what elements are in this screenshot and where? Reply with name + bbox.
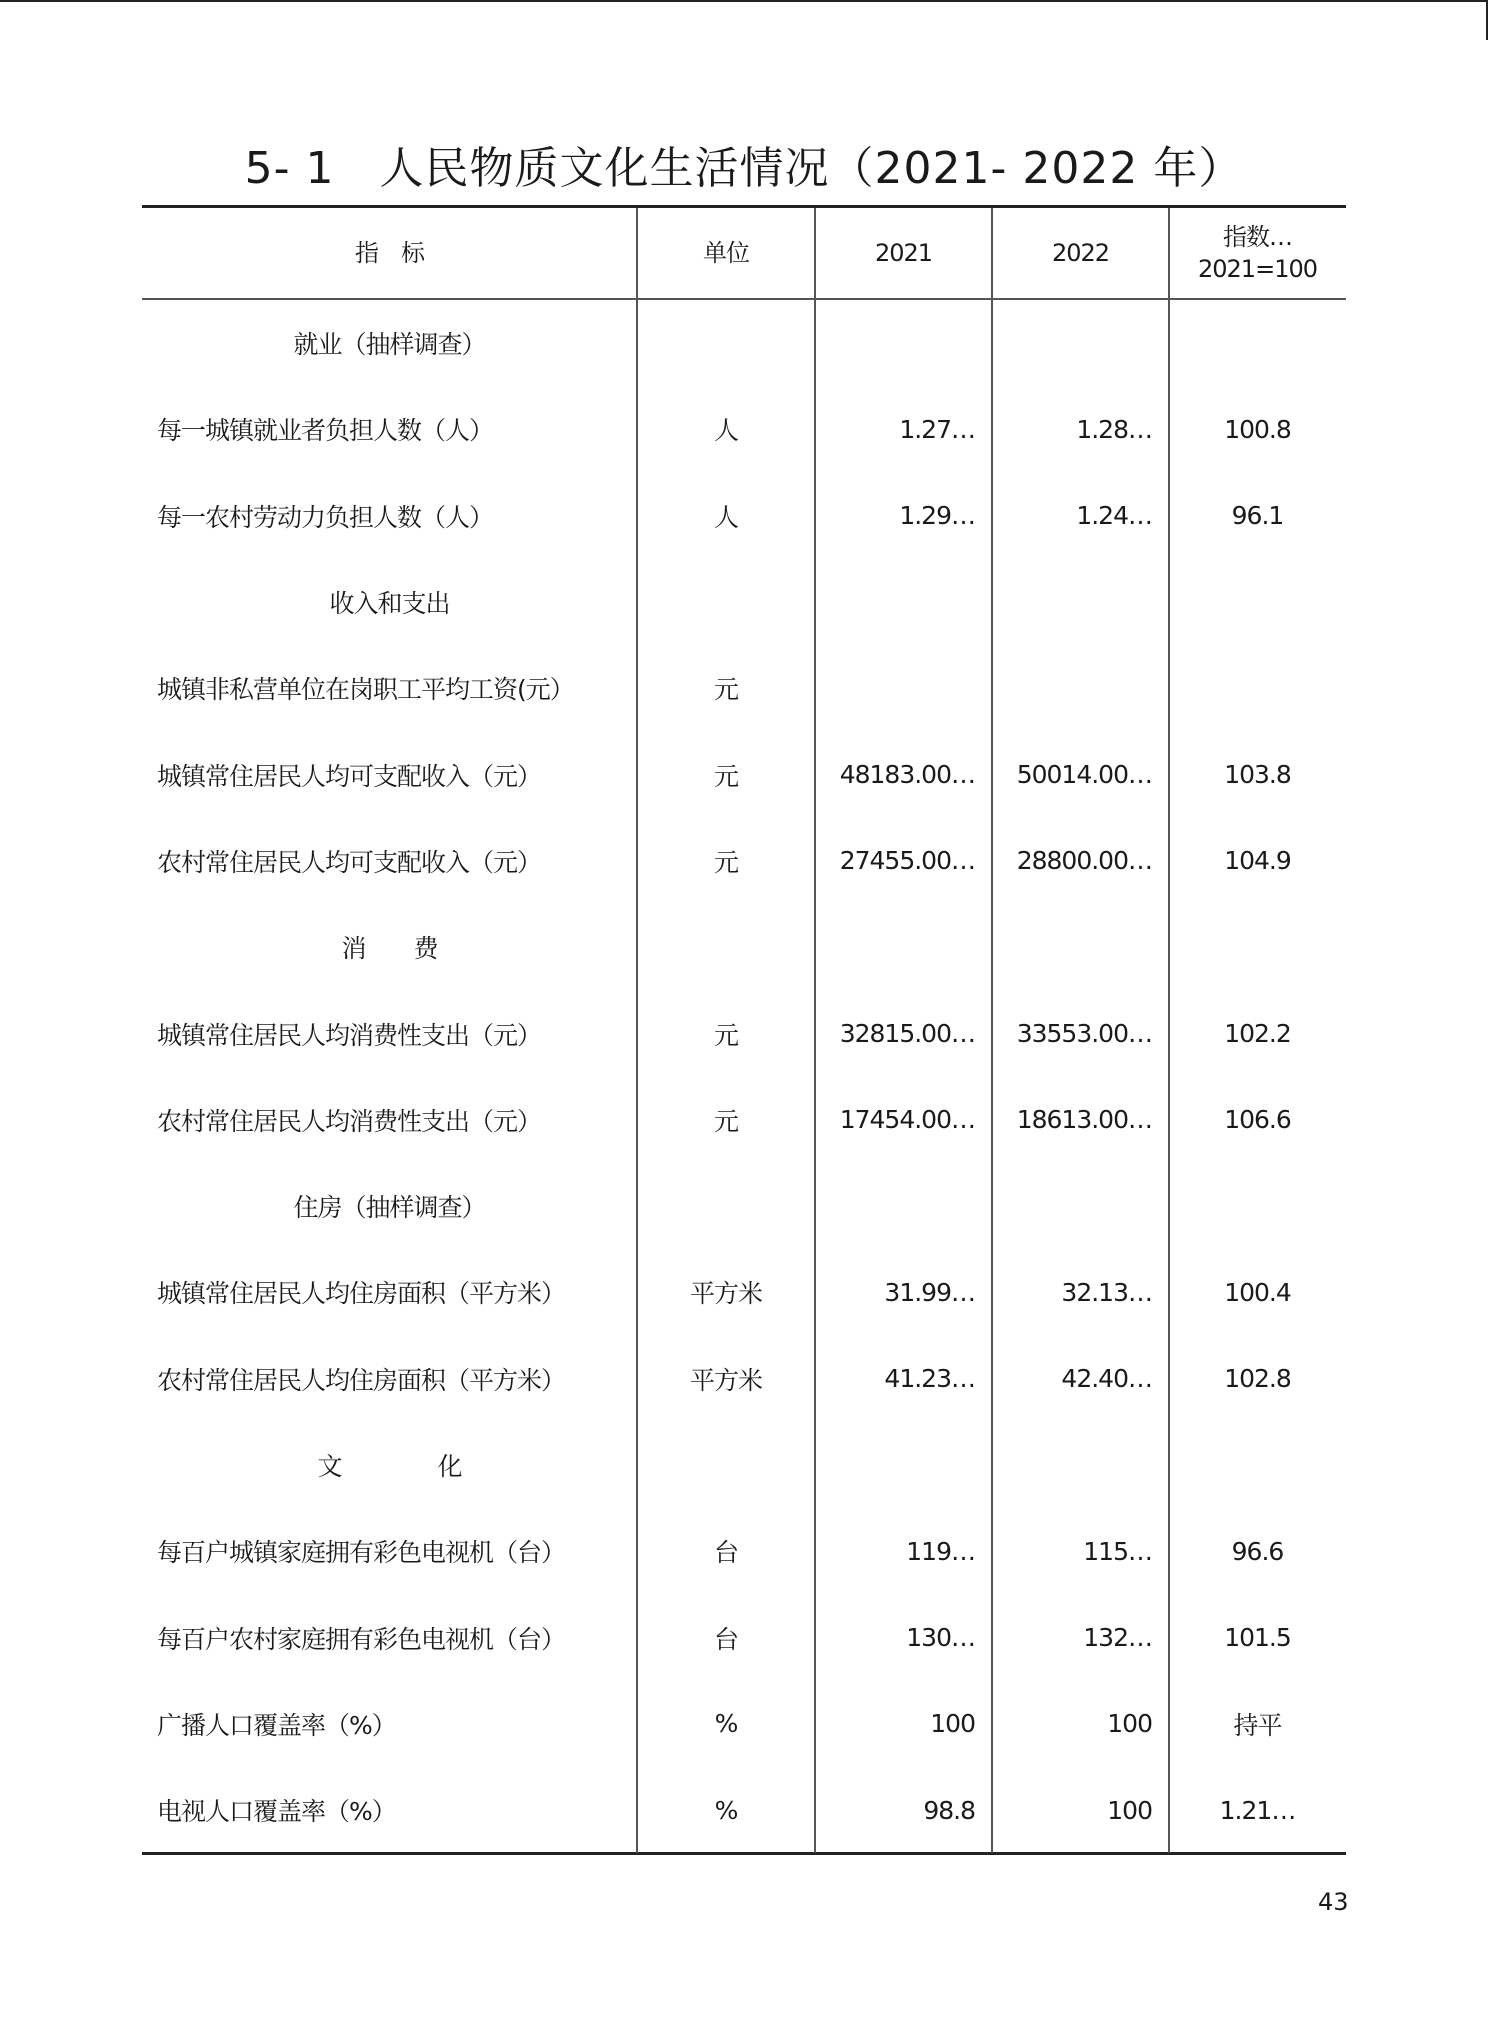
value-2022: 50014.00… [1016, 760, 1152, 790]
value-2022: 32.13… [1061, 1277, 1152, 1307]
indicator-name: 每一城镇就业者负担人数（人） [157, 416, 494, 446]
index-cell [1169, 645, 1346, 731]
value-2021: 31.99… [884, 1277, 975, 1307]
indicator-name: 城镇常住居民人均消费性支出（元） [157, 1020, 542, 1050]
value-2022: 28800.00… [1016, 846, 1152, 876]
table-row [142, 473, 1346, 559]
index-cell: 102.2 [1224, 1019, 1291, 1049]
page-title: 5- 1 人民物质文化生活情况（2021- 2022 年） [244, 143, 1244, 194]
index-cell: 96.1 [1231, 501, 1284, 531]
table-row [142, 1681, 1346, 1767]
page-border-top [0, 0, 1488, 2]
value-2021: 32815.00… [839, 1019, 975, 1049]
unit-cell: 台 [713, 1538, 738, 1568]
value-2022: 1.24… [1076, 501, 1152, 531]
header-index: 指数… 2021=100 [1198, 223, 1317, 283]
unit-cell: 元 [713, 1106, 738, 1136]
value-2021: 130… [906, 1623, 975, 1653]
section-row [142, 1422, 1346, 1508]
value-2021: 27455.00… [839, 846, 975, 876]
index-cell: 1.21… [1219, 1795, 1296, 1825]
value-2022: 100 [1107, 1709, 1152, 1739]
indicator-name: 广播人口覆盖率（%） [157, 1710, 396, 1740]
unit-cell: % [714, 1709, 738, 1739]
indicator-name: 每百户农村家庭拥有彩色电视机（台） [157, 1624, 566, 1654]
section-row [142, 1163, 1346, 1249]
indicator-name: 城镇常住居民人均住房面积（平方米） [157, 1279, 566, 1309]
table-row [142, 645, 1346, 731]
index-cell: 102.8 [1224, 1364, 1291, 1394]
value-2022 [992, 645, 1169, 731]
index-cell: 100.8 [1224, 414, 1291, 444]
indicator-name: 农村常住居民人均住房面积（平方米） [157, 1365, 566, 1395]
value-2021: 48183.00… [839, 760, 975, 790]
value-2022: 132… [1083, 1623, 1152, 1653]
value-2022: 1.28… [1076, 414, 1152, 444]
table-row [142, 732, 1346, 818]
index-cell: 104.9 [1224, 846, 1291, 876]
value-2021: 41.23… [884, 1364, 975, 1394]
table-row [142, 818, 1346, 904]
unit-cell: 元 [713, 675, 738, 705]
section-row [142, 300, 1346, 386]
section-row [142, 559, 1346, 645]
value-2021: 98.8 [923, 1795, 975, 1825]
table-row [142, 386, 1346, 472]
index-cell: 100.4 [1224, 1277, 1291, 1307]
unit-cell: 人 [713, 416, 738, 446]
header-2022: 2022 [1051, 239, 1110, 267]
indicator-name: 城镇非私营单位在岗职工平均工资(元） [157, 675, 574, 705]
value-2022: 100 [1107, 1795, 1152, 1825]
unit-cell: 元 [713, 761, 738, 791]
unit-cell: 平方米 [689, 1365, 762, 1395]
table-row [142, 990, 1346, 1076]
value-2021: 17454.00… [839, 1105, 975, 1135]
unit-cell: 台 [713, 1624, 738, 1654]
index-cell: 96.6 [1231, 1536, 1284, 1566]
table-row [142, 1595, 1346, 1681]
unit-cell: 元 [713, 1020, 738, 1050]
unit-cell: 元 [713, 847, 738, 877]
section-title: 就业（抽样调查） [293, 330, 486, 360]
index-cell: 106.6 [1224, 1105, 1291, 1135]
index-cell: 101.5 [1224, 1623, 1291, 1653]
value-2021 [815, 645, 992, 731]
header-indicator: 指 标 [355, 239, 424, 267]
value-2022: 33553.00… [1016, 1019, 1152, 1049]
indicator-name: 农村常住居民人均消费性支出（元） [157, 1106, 542, 1136]
unit-cell: 平方米 [689, 1279, 762, 1309]
value-2021: 119… [906, 1536, 975, 1566]
index-cell: 103.8 [1224, 760, 1291, 790]
value-2022: 115… [1083, 1536, 1152, 1566]
section-title: 消 费 [341, 934, 438, 964]
indicator-name: 每百户城镇家庭拥有彩色电视机（台） [157, 1538, 566, 1568]
header-unit: 单位 [703, 239, 749, 267]
table-row [142, 1336, 1346, 1422]
header-2021: 2021 [874, 239, 933, 267]
table-row [142, 1767, 1346, 1853]
section-title: 住房（抽样调查） [293, 1193, 486, 1223]
value-2021: 100 [930, 1709, 975, 1739]
section-row [142, 904, 1346, 990]
table-row [142, 1249, 1346, 1335]
section-title: 收入和支出 [329, 589, 450, 619]
index-cell: 持平 [1233, 1710, 1282, 1740]
indicator-name: 电视人口覆盖率（%） [157, 1797, 396, 1827]
indicator-name: 农村常住居民人均可支配收入（元） [157, 847, 542, 877]
table-row [142, 1508, 1346, 1594]
unit-cell: 人 [713, 502, 738, 532]
value-2021: 1.29… [899, 501, 975, 531]
value-2021: 1.27… [899, 414, 975, 444]
indicator-name: 城镇常住居民人均可支配收入（元） [157, 761, 542, 791]
indicator-name: 每一农村劳动力负担人数（人） [157, 502, 494, 532]
unit-cell: % [714, 1795, 738, 1825]
section-title: 文 化 [317, 1452, 462, 1482]
value-2022: 42.40… [1061, 1364, 1152, 1394]
table-row [142, 1077, 1346, 1163]
value-2022: 18613.00… [1016, 1105, 1152, 1135]
page-number: 43 [1318, 1888, 1349, 1916]
